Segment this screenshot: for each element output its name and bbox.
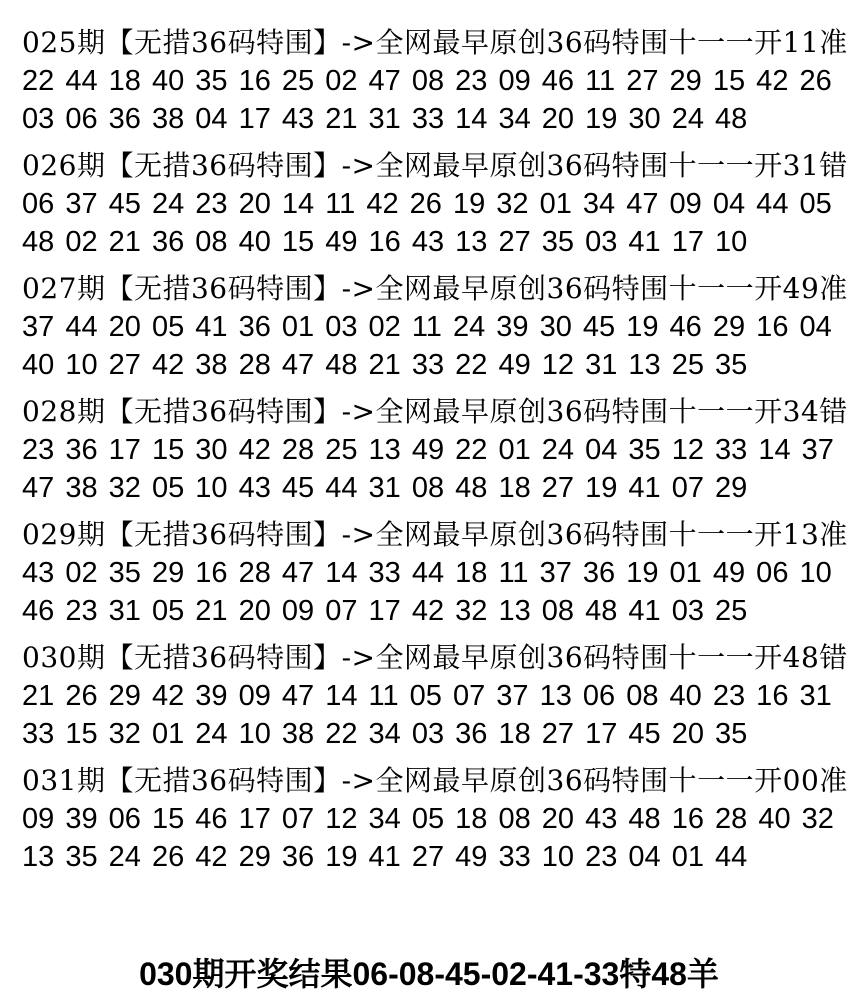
- source-label: ->全网最早原创36码特围十一一开: [341, 26, 783, 59]
- prediction-block-028: [22, 393, 848, 507]
- issue-label: 025期: [22, 26, 106, 59]
- verdict-label: 准: [819, 518, 848, 551]
- prediction-block-029: [22, 516, 848, 630]
- issue-label: 027期: [22, 272, 106, 305]
- prediction-header: [22, 762, 848, 800]
- prediction-block-031: [22, 762, 848, 876]
- issue-label: 029期: [22, 518, 106, 551]
- numbers-line-1: 22 44 18 40 35 16 25 02 47 08 23 09 46 11 27 29 15 42 26: [22, 65, 832, 97]
- numbers-line-1: 09 39 06 15 46 17 07 12 34 05 18 08 20 43 48 16 28 40 32: [22, 803, 834, 835]
- source-label: ->全网最早原创36码特围十一一开: [341, 149, 783, 182]
- prediction-header: [22, 393, 848, 431]
- numbers-line-2: 48 02 21 36 08 40 15 49 16 43 13 27 35 03 41 17 10: [22, 226, 748, 258]
- tag-label: 【无措36码特围】: [105, 641, 342, 674]
- prediction-header: [22, 639, 848, 677]
- numbers-line-2: 47 38 32 05 10 43 45 44 31 08 48 18 27 19 41 07 29: [22, 472, 748, 504]
- verdict-label: 准: [819, 26, 848, 59]
- prediction-header: [22, 270, 848, 308]
- issue-label: 028期: [22, 395, 106, 428]
- verdict-label: 准: [819, 272, 848, 305]
- numbers-line-2: 13 35 24 26 42 29 36 19 41 27 49 33 10 23 04 01 44: [22, 841, 748, 873]
- tag-label: 【无措36码特围】: [105, 518, 342, 551]
- source-label: ->全网最早原创36码特围十一一开: [341, 395, 783, 428]
- tag-label: 【无措36码特围】: [105, 764, 342, 797]
- prediction-header: [22, 147, 848, 185]
- tag-label: 【无措36码特围】: [105, 272, 342, 305]
- tag-label: 【无措36码特围】: [105, 149, 342, 182]
- verdict-label: 错: [819, 149, 848, 182]
- open-code: 11: [782, 26, 820, 59]
- numbers-line-2: 40 10 27 42 38 28 47 48 21 33 22 49 12 31 13 25 35: [22, 349, 748, 381]
- open-code: 13: [782, 518, 820, 551]
- source-label: ->全网最早原创36码特围十一一开: [341, 764, 783, 797]
- tag-label: 【无措36码特围】: [105, 26, 342, 59]
- open-code: 49: [782, 272, 820, 305]
- numbers-line-1: 06 37 45 24 23 20 14 11 42 26 19 32 01 34 47 09 04 44 05: [22, 188, 832, 220]
- verdict-label: 错: [819, 395, 848, 428]
- prediction-header: [22, 516, 848, 554]
- issue-label: 031期: [22, 764, 106, 797]
- verdict-label: 准: [819, 764, 848, 797]
- numbers-line-2: 03 06 36 38 04 17 43 21 31 33 14 34 20 19 30 24 48: [22, 103, 748, 135]
- open-code: 34: [782, 395, 820, 428]
- issue-label: 026期: [22, 149, 106, 182]
- draw-result-text: 030期开奖结果06-08-45-02-41-33特48羊: [139, 956, 719, 992]
- prediction-block-030: [22, 639, 848, 753]
- open-code: 00: [782, 764, 820, 797]
- prediction-header: [22, 24, 848, 62]
- tag-label: 【无措36码特围】: [105, 395, 342, 428]
- prediction-block-025: [22, 24, 848, 138]
- open-code: 31: [782, 149, 820, 182]
- prediction-block-027: [22, 270, 848, 384]
- verdict-label: 错: [819, 641, 848, 674]
- numbers-line-2: 33 15 32 01 24 10 38 22 34 03 36 18 27 17 45 20 35: [22, 718, 748, 750]
- source-label: ->全网最早原创36码特围十一一开: [341, 641, 783, 674]
- numbers-line-1: 21 26 29 42 39 09 47 14 11 05 07 37 13 06 08 40 23 16 31: [22, 680, 832, 712]
- open-code: 48: [782, 641, 820, 674]
- prediction-block-026: [22, 147, 848, 261]
- numbers-line-1: 43 02 35 29 16 28 47 14 33 44 18 11 37 36 19 01 49 06 10: [22, 557, 832, 589]
- numbers-line-1: 37 44 20 05 41 36 01 03 02 11 24 39 30 45 19 46 29 16 04: [22, 311, 832, 343]
- issue-label: 030期: [22, 641, 106, 674]
- numbers-line-1: 23 36 17 15 30 42 28 25 13 49 22 01 24 04 35 12 33 14 37: [22, 434, 834, 466]
- numbers-line-2: 46 23 31 05 21 20 09 07 17 42 32 13 08 48 41 03 25: [22, 595, 748, 627]
- source-label: ->全网最早原创36码特围十一一开: [341, 518, 783, 551]
- source-label: ->全网最早原创36码特围十一一开: [341, 272, 783, 305]
